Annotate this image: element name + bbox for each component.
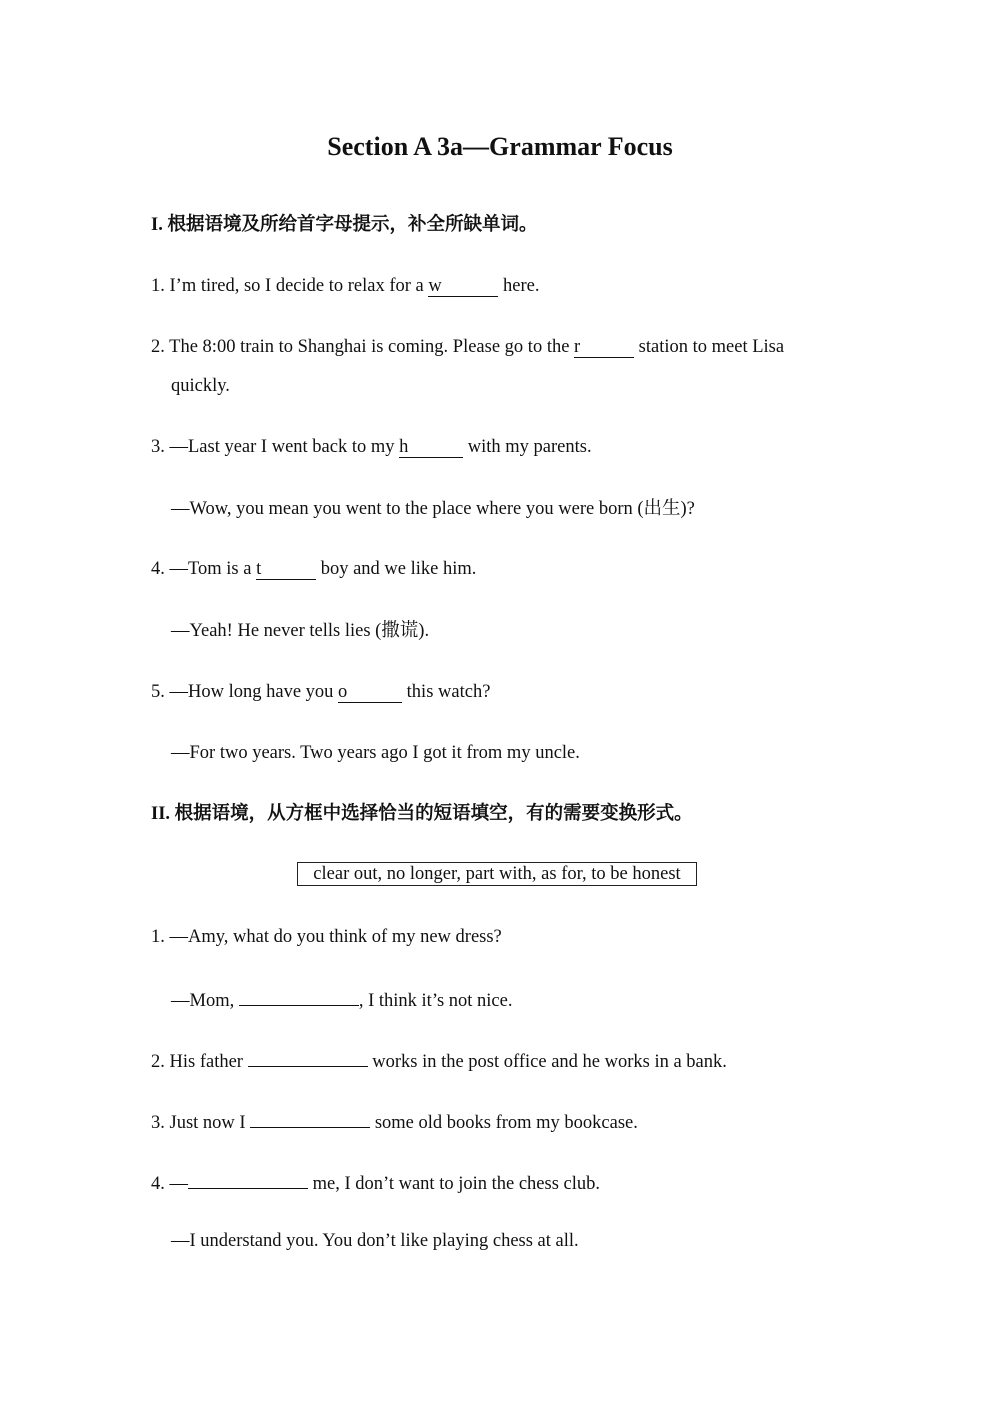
p2q4-text-before: 4. —: [151, 1174, 188, 1194]
q4-hint-letter: t: [256, 559, 262, 579]
p2q2-text-before: 2. His father: [151, 1052, 248, 1072]
q3-hint-letter: h: [399, 437, 409, 457]
part2-q1-reply: [171, 985, 512, 1013]
part1-question-1: [151, 274, 540, 298]
q5-blank[interactable]: [338, 682, 402, 703]
part1-question-3: [151, 435, 592, 459]
p2q2-blank[interactable]: [248, 1046, 368, 1067]
q5-reply: —For two years. Two years ago I got it from my uncle.: [171, 743, 580, 763]
q2-text-after: station to meet Lisa: [634, 337, 785, 357]
part2-heading: II. 根据语境，从方框中选择恰当的短语填空，有的需要变换形式。: [151, 804, 693, 824]
p2q4-blank[interactable]: [188, 1168, 308, 1189]
p2q1-text-before: —Mom,: [171, 991, 239, 1011]
p2q1-text-after: , I think it’s not nice.: [358, 991, 513, 1011]
q4-reply: —Yeah! He never tells lies (撒谎).: [171, 621, 430, 641]
part1-question-5: [151, 680, 490, 704]
p2q3-blank[interactable]: [250, 1107, 370, 1128]
q3-text-before: 3. —Last year I went back to my: [151, 437, 400, 457]
q3-reply: —Wow, you mean you went to the place where you were born (出生)?: [171, 499, 695, 519]
q1-text-after: here.: [498, 276, 540, 296]
p2q3-text-after: some old books from my bookcase.: [370, 1113, 638, 1133]
q2-hint-letter: r: [574, 337, 581, 357]
part2-question-4: [151, 1168, 600, 1196]
q4-text-after: boy and we like him.: [316, 559, 477, 579]
part1-question-4: [151, 557, 476, 581]
q3-text-after: with my parents.: [463, 437, 592, 457]
p2q2-text-after: works in the post office and he works in a bank.: [367, 1052, 727, 1072]
q2-text-before: 2. The 8:00 train to Shanghai is coming. Please go to the: [151, 337, 575, 357]
phrase-word-box: clear out, no longer, part with, as for, to be honest: [297, 862, 697, 886]
q2-blank[interactable]: [574, 337, 634, 358]
p2q3-text-before: 3. Just now I: [151, 1113, 251, 1133]
q2-continuation: quickly.: [171, 376, 230, 396]
p2q4-reply: —I understand you. You don’t like playing chess at all.: [171, 1231, 579, 1251]
q1-hint-letter: w: [428, 276, 442, 296]
p2q4-text-after: me, I don’t want to join the chess club.: [308, 1174, 601, 1194]
q5-text-before: 5. —How long have you: [151, 682, 339, 702]
q1-text-before: 1. I’m tired, so I decide to relax for a: [151, 276, 429, 296]
q4-blank[interactable]: [256, 559, 316, 580]
q4-text-before: 4. —Tom is a: [151, 559, 257, 579]
q5-text-after: this watch?: [402, 682, 491, 702]
q5-hint-letter: o: [338, 682, 348, 702]
part2-question-2: [151, 1046, 727, 1074]
part1-question-2: [151, 335, 784, 359]
part1-heading: I. 根据语境及所给首字母提示，补全所缺单词。: [151, 215, 538, 235]
p2q1-blank[interactable]: [239, 985, 359, 1006]
q1-blank[interactable]: [428, 276, 498, 297]
page-title: Section A 3a—Grammar Focus: [327, 132, 673, 161]
q3-blank[interactable]: [399, 437, 463, 458]
part2-question-3: [151, 1107, 638, 1135]
part2-question-1: 1. —Amy, what do you think of my new dress?: [151, 927, 502, 947]
